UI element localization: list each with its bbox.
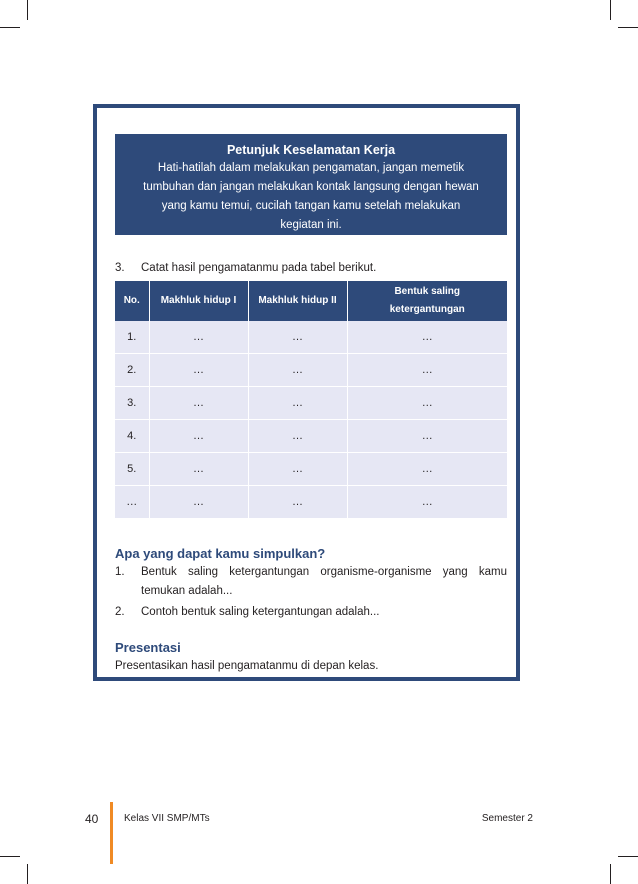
crop-mark [618,27,638,28]
conclusion-item [115,563,507,601]
table-cell: … [149,321,248,354]
table-row [115,387,507,420]
item-number: 1. [115,566,125,578]
table-cell: … [248,354,347,387]
table-cell: … [149,387,248,420]
table-cell: … [347,420,507,453]
footer-grade: Kelas VII SMP/MTs [124,813,210,824]
table-row [115,486,507,519]
table-row [115,321,507,354]
table-cell: … [149,453,248,486]
safety-line: kegiatan ini. [280,219,342,231]
footer-accent-bar [110,802,113,864]
header-organism-1: Makhluk hidup I [149,281,248,321]
header-interdependence-line: Bentuk saling [394,286,461,297]
crop-mark [0,856,20,857]
safety-line: yang kamu temui, cucilah tangan kamu setelah melakukan [161,200,461,212]
header-interdependence-line: ketergantungan [389,304,465,315]
crop-mark [27,864,28,884]
table-cell: … [248,387,347,420]
table-cell: … [248,420,347,453]
table-row [115,453,507,486]
table-cell: … [149,354,248,387]
table-cell: … [149,420,248,453]
footer-semester: Semester 2 [481,813,533,824]
table-cell: 1. [115,321,149,354]
crop-mark [618,856,638,857]
table-cell: … [347,387,507,420]
step-number: 3. [115,262,125,274]
crop-mark [0,27,20,28]
conclusion-heading: Apa yang dapat kamu simpulkan? [115,546,326,561]
table-cell: … [248,453,347,486]
presentation-text: Presentasikan hasil pengamatanmu di depan kelas. [115,660,379,672]
presentation-heading: Presentasi [115,640,181,655]
header-no: No. [115,281,149,321]
table-cell: … [248,321,347,354]
safety-title: Petunjuk Keselamatan Kerja [226,143,396,157]
table-cell: … [347,354,507,387]
table-row [115,420,507,453]
table-cell: … [347,321,507,354]
observation-table [115,281,507,519]
table-cell: … [149,486,248,519]
step-instruction [115,261,376,275]
table-cell: … [248,486,347,519]
table-cell: 4. [115,420,149,453]
crop-mark [610,864,611,884]
item-text: Contoh bentuk saling ketergantungan adalah... [141,606,380,618]
crop-mark [610,0,611,20]
step-text: Catat hasil pengamatanmu pada tabel berikut. [141,262,377,274]
table-cell: … [115,486,149,519]
table-cell: … [347,486,507,519]
header-interdependence [347,281,507,321]
crop-mark [27,0,28,20]
table-row [115,354,507,387]
table-cell: 5. [115,453,149,486]
table-cell: 2. [115,354,149,387]
conclusion-item [115,603,507,622]
table-cell: … [347,453,507,486]
header-organism-2: Makhluk hidup II [248,281,347,321]
safety-line: tumbuhan dan jangan melakukan kontak langsung dengan hewan [143,181,479,193]
item-number: 2. [115,606,125,618]
table-cell: 3. [115,387,149,420]
safety-instructions-box [115,134,507,235]
item-text: Bentuk saling ketergantungan organisme-organisme yang kamu temukan adalah... [141,566,507,597]
page-number: 40 [85,812,99,826]
activity-frame [93,104,520,681]
table-header-row [115,281,507,321]
safety-line: Hati-hatilah dalam melakukan pengamatan, jangan memetik [157,162,465,174]
